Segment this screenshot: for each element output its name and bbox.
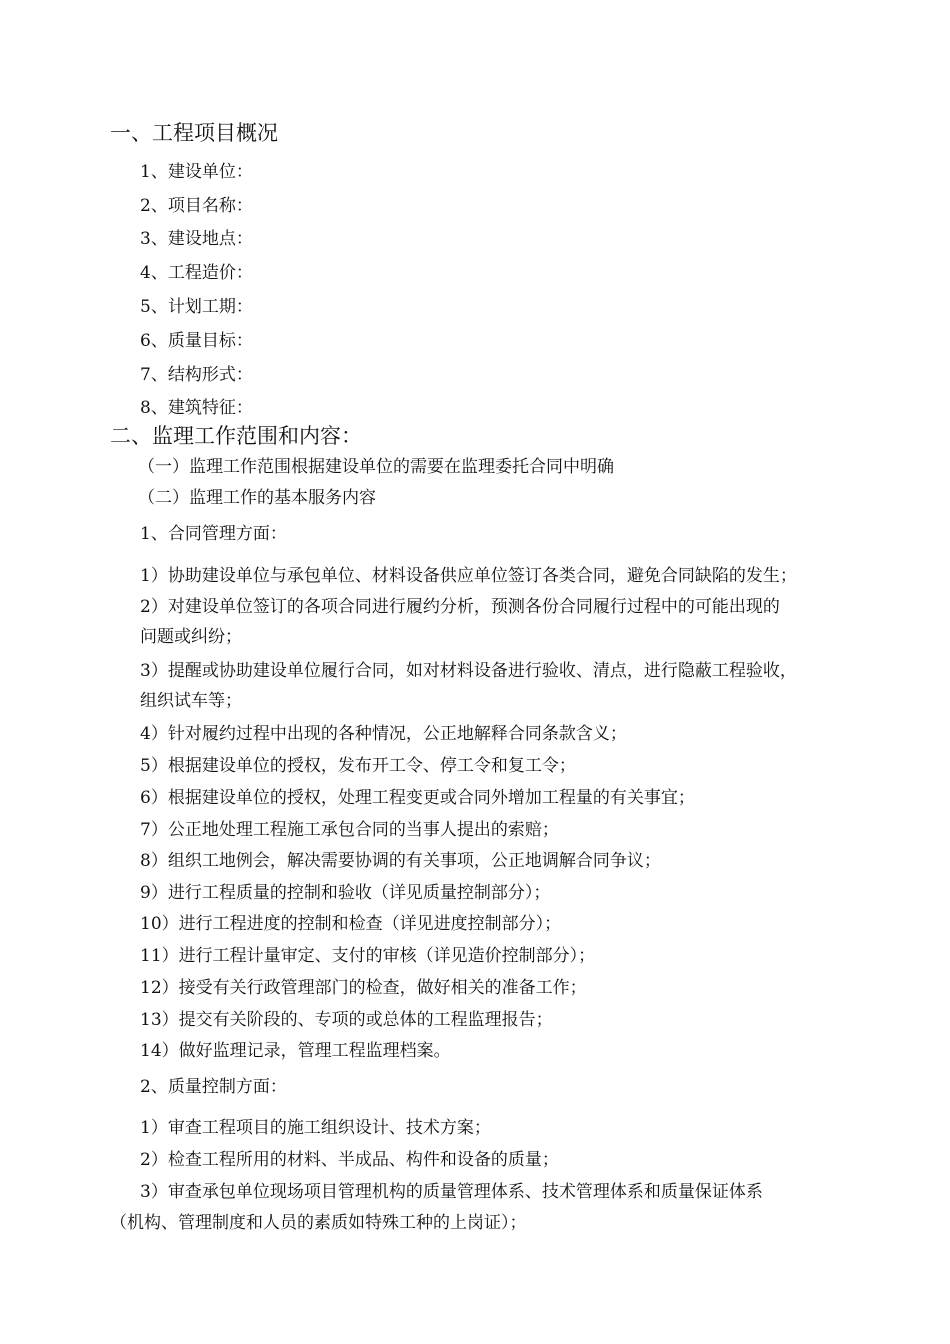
- list-item: 3）审查承包单位现场项目管理机构的质量管理体系、技术管理体系和质量保证体系: [140, 1182, 763, 1202]
- section2-heading: 二、监理工作范围和内容：: [110, 424, 362, 448]
- project-field-owner: 1、建设单位：: [140, 162, 253, 182]
- services-subheading: （二）监理工作的基本服务内容: [138, 488, 376, 508]
- contract-management-title: 1、合同管理方面：: [140, 524, 287, 544]
- project-field-schedule: 5、计划工期：: [140, 297, 253, 317]
- project-field-location: 3、建设地点：: [140, 229, 253, 249]
- list-item: 2）检查工程所用的材料、半成品、构件和设备的质量；: [140, 1150, 559, 1170]
- list-item: 11）进行工程计量审定、支付的审核（详见造价控制部分）；: [140, 946, 596, 966]
- list-item: 10）进行工程进度的控制和检查（详见进度控制部分）；: [140, 914, 562, 934]
- list-item: 1）协助建设单位与承包单位、材料设备供应单位签订各类合同，避免合同缺陷的发生；: [140, 566, 797, 586]
- project-field-name: 2、项目名称：: [140, 196, 253, 216]
- list-item: 8）组织工地例会，解决需要协调的有关事项，公正地调解合同争议；: [140, 851, 661, 871]
- list-item: 5）根据建设单位的授权，发布开工令、停工令和复工令；: [140, 756, 576, 776]
- list-item: 14）做好监理记录，管理工程监理档案。: [140, 1041, 451, 1061]
- list-item: 6）根据建设单位的授权，处理工程变更或合同外增加工程量的有关事宜；: [140, 788, 695, 808]
- list-item: 4）针对履约过程中出现的各种情况，公正地解释合同条款含义；: [140, 724, 627, 744]
- quality-control-title: 2、质量控制方面：: [140, 1077, 287, 1097]
- section1-heading: 一、工程项目概况: [110, 121, 278, 145]
- list-item-continuation: 组织试车等；: [140, 691, 242, 711]
- project-field-features: 8、建筑特征：: [140, 398, 253, 418]
- list-item-continuation: 问题或纠纷；: [140, 627, 242, 647]
- list-item: 3）提醒或协助建设单位履行合同，如对材料设备进行验收、清点，进行隐蔽工程验收，: [140, 661, 797, 681]
- project-field-quality-target: 6、质量目标：: [140, 331, 253, 351]
- list-item: 2）对建设单位签订的各项合同进行履约分析，预测各份合同履行过程中的可能出现的: [140, 597, 780, 617]
- list-item-continuation: （机构、管理制度和人员的素质如特殊工种的上岗证）；: [110, 1213, 527, 1233]
- scope-paragraph: （一）监理工作范围根据建设单位的需要在监理委托合同中明确: [138, 457, 614, 477]
- list-item: 12）接受有关行政管理部门的检查，做好相关的准备工作；: [140, 978, 587, 998]
- list-item: 7）公正地处理工程施工承包合同的当事人提出的索赔；: [140, 820, 559, 840]
- project-field-structure: 7、结构形式：: [140, 365, 253, 385]
- list-item: 9）进行工程质量的控制和验收（详见质量控制部分）；: [140, 883, 551, 903]
- list-item: 1）审查工程项目的施工组织设计、技术方案；: [140, 1118, 491, 1138]
- list-item: 13）提交有关阶段的、专项的或总体的工程监理报告；: [140, 1010, 553, 1030]
- project-field-cost: 4、工程造价：: [140, 263, 253, 283]
